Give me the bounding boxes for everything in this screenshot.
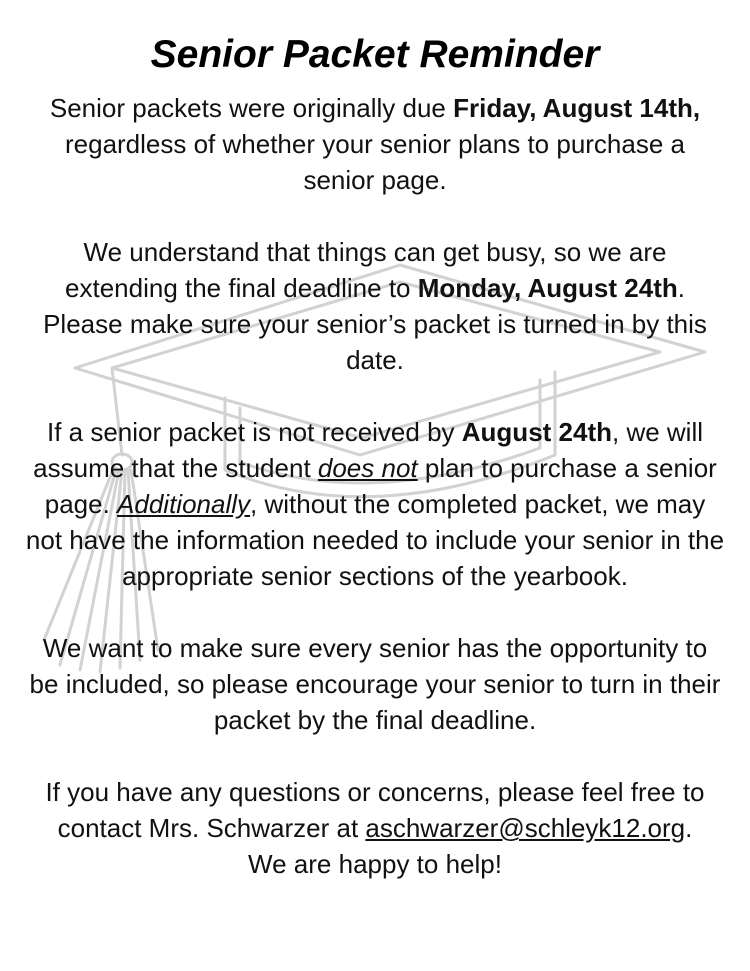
p3-text-c: , we will assume that the student	[33, 417, 704, 483]
contact-email-link[interactable]: aschwarzer@schleyk12.org	[365, 813, 686, 843]
paragraph-extended-deadline	[25, 234, 725, 378]
page-title: Senior Packet Reminder	[150, 33, 600, 76]
paragraph-encouragement	[25, 630, 725, 738]
final-deadline-date: Monday, August 24th	[417, 273, 678, 303]
deadline-date-bold: August 24th	[461, 417, 612, 447]
does-not-emphasis: does not	[317, 453, 418, 483]
original-due-date: Friday, August 14th,	[453, 93, 701, 123]
p4-text: We want to make sure every senior has the opportunity to be included, so please encourage your senior to turn in their packet by the final deadline.	[29, 633, 721, 735]
additionally-emphasis: Additionally	[117, 489, 251, 519]
p5-text-a: If you have any questions or concerns, please feel free to contact Mrs. Schwarzer at	[45, 777, 705, 843]
paragraph-contact	[35, 774, 715, 882]
p3-text-g: , without the completed packet, we may not have the information needed to include your senior in the appropriate senior sections of the yearbook.	[25, 489, 725, 591]
p5-text-b: .	[685, 813, 693, 843]
paragraph-consequences	[25, 414, 725, 594]
p2-text-a: We understand that things can get busy, so we are extending the final deadline to	[65, 237, 667, 303]
paragraph-original-due-date	[35, 90, 715, 198]
p2-text-c: . Please make sure your senior’s packet is turned in by this date.	[43, 273, 707, 375]
p1-text-a: Senior packets were originally due	[49, 93, 454, 123]
p1-text-c: regardless of whether your senior plans to purchase a senior page.	[64, 129, 685, 195]
p3-text-a: If a senior packet is not received by	[46, 417, 462, 447]
closing-line: We are happy to help!	[248, 849, 502, 879]
p3-text-e: plan to purchase a senior page.	[44, 453, 717, 519]
